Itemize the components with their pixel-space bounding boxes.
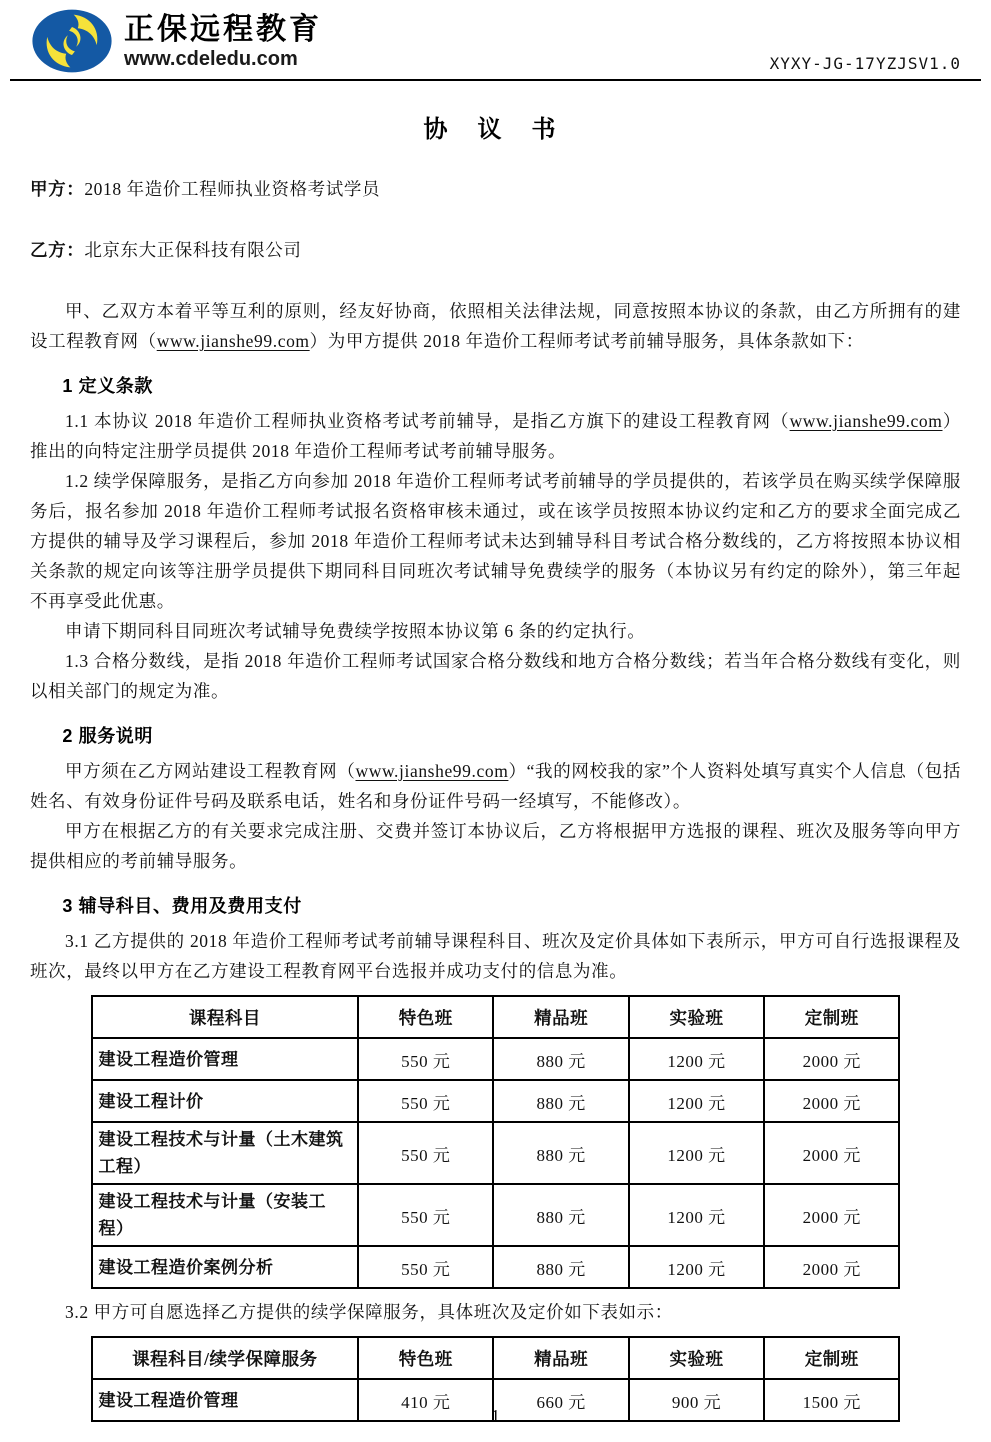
brand-block: [30, 8, 322, 74]
table-row: [92, 1038, 900, 1080]
header-experimental-class: 实验班: [629, 1337, 764, 1379]
table-row: [92, 1122, 900, 1184]
subject-cell: 建设工程造价管理: [92, 1038, 359, 1080]
subject-cell: 建设工程造价案例分析: [92, 1246, 359, 1288]
logo-circle: [32, 10, 111, 73]
clause-3-1: 3.1 乙方提供的 2018 年造价工程师考试考前辅导课程科目、班次及定价具体如下表所示，甲方可自行选报课程及班次，最终以甲方在乙方建设工程教育网平台选报并成功支付的信息为准。: [30, 931, 961, 981]
header-custom-class: 定制班: [764, 996, 899, 1038]
header-premium-class: 精品班: [493, 1337, 628, 1379]
price-cell: 660 元: [493, 1379, 628, 1421]
price-cell: 1200 元: [629, 1184, 764, 1246]
party-yifang-label: 乙方：: [30, 240, 85, 260]
price-cell: 880 元: [493, 1080, 628, 1122]
jianshe99-link[interactable]: www.jianshe99.com: [355, 761, 509, 781]
header-custom-class: 定制班: [764, 1337, 899, 1379]
renewal-table-header-row: [92, 1337, 900, 1379]
table-row: [92, 1246, 900, 1288]
intro-text-pre: 甲、乙双方本着平等互利的原则，经友好协商，依照相关法律法规，同意按照本协议的条款，由乙方所拥有的建设工程教育网（: [30, 301, 961, 351]
price-cell: 550 元: [358, 1246, 493, 1288]
party-yifang-text: 北京东大正保科技有限公司: [84, 240, 302, 260]
clause-1-3: 1.3 合格分数线，是指 2018 年造价工程师考试国家合格分数线和地方合格分数线；若当年合格分数线有变化，则以相关部门的规定为准。: [30, 651, 961, 701]
header-rule: [10, 79, 981, 81]
party-jiafang: [30, 174, 961, 204]
intro-text-post: ）为甲方提供 2018 年造价工程师考试考前辅导服务，具体条款如下：: [309, 331, 864, 351]
price-cell: 900 元: [629, 1379, 764, 1421]
price-cell: 1200 元: [629, 1080, 764, 1122]
party-jiafang-text: 2018 年造价工程师执业资格考试学员: [84, 179, 381, 199]
service-paragraph-1: [30, 756, 961, 816]
price-cell: 550 元: [358, 1080, 493, 1122]
header-course-subject: 课程科目: [92, 996, 359, 1038]
header-feature-class: 特色班: [358, 996, 493, 1038]
price-cell: 1200 元: [629, 1122, 764, 1184]
pricing-table: [91, 995, 901, 1289]
price-cell: 2000 元: [764, 1080, 899, 1122]
clause-1-1: [30, 406, 961, 466]
doc-code: XYXY-JG-17YZJSV1.0: [769, 54, 961, 73]
jianshe99-link[interactable]: www.jianshe99.com: [789, 411, 943, 431]
header-premium-class: 精品班: [493, 996, 628, 1038]
price-cell: 1200 元: [629, 1038, 764, 1080]
clause-1-2: 1.2 续学保障服务，是指乙方向参加 2018 年造价工程师考试考前辅导的学员提供的，若该学员在购买续学保障服务后，报名参加 2018 年造价工程师考试报名资格审核未通过，或在该学员按照本协议约定和乙方的要求全面完成乙方提供的辅导及学习课程后，参加 2018 年造价工程师考试未达到辅导科目考试合格分数线的，乙方将按照本协议相关条款的规定向该等注册学员提供下期同科目同班次考试辅导免费续学的服务（本协议另有约定的除外），第三年起不再享受此优惠。: [30, 471, 961, 611]
clause-3-2: 3.2 甲方可自愿选择乙方提供的续学保障服务，具体班次及定价如下表如示：: [65, 1302, 673, 1322]
clause-1-2-note: 申请下期同科目同班次考试辅导免费续学按照本协议第 6 条的约定执行。: [65, 621, 646, 641]
party-jiafang-label: 甲方：: [30, 179, 85, 199]
price-cell: 880 元: [493, 1184, 628, 1246]
pricing-table-header-row: [92, 996, 900, 1038]
table-row: [92, 1184, 900, 1246]
price-cell: 880 元: [493, 1246, 628, 1288]
service-paragraph-1-post: ）“我的网校我的家”个人资料处填写真实个人信息（包括姓名、有效身份证件号码及联系电话，姓名和身份证件号码一经填写，不能修改）。: [30, 761, 961, 811]
price-cell: 880 元: [493, 1038, 628, 1080]
section-3-heading: 3 辅导科目、费用及费用支付: [62, 896, 302, 916]
service-paragraph-1-pre: 甲方须在乙方网站建设工程教育网（: [65, 761, 356, 781]
price-cell: 2000 元: [764, 1246, 899, 1288]
price-cell: 550 元: [358, 1122, 493, 1184]
jianshe99-link[interactable]: www.jianshe99.com: [156, 331, 310, 351]
price-cell: 2000 元: [764, 1122, 899, 1184]
service-paragraph-2: 甲方在根据乙方的有关要求完成注册、交费并签订本协议后，乙方将根据甲方选报的课程、班次及服务等向甲方提供相应的考前辅导服务。: [30, 821, 961, 871]
price-cell: 880 元: [493, 1122, 628, 1184]
price-cell: 550 元: [358, 1038, 493, 1080]
section-1-heading: 1 定义条款: [62, 376, 154, 396]
party-yifang: [30, 235, 961, 265]
price-cell: 410 元: [358, 1379, 493, 1421]
price-cell: 2000 元: [764, 1038, 899, 1080]
price-cell: 550 元: [358, 1184, 493, 1246]
intro-paragraph: [30, 296, 961, 356]
clause-1-1-post: ）推出的向特定注册学员提供 2018 年造价工程师考试考前辅导服务。: [30, 411, 961, 461]
page-header: [30, 8, 961, 74]
clause-1-1-pre: 1.1 本协议 2018 年造价工程师执业资格考试考前辅导，是指乙方旗下的建设工程教育网（: [65, 411, 790, 431]
brand-text: [124, 13, 322, 70]
table-row: [92, 1080, 900, 1122]
doc-title: 协 议 书: [423, 117, 568, 143]
cdel-swirl-logo-icon: [30, 8, 114, 74]
subject-cell: 建设工程计价: [92, 1080, 359, 1122]
page-number: 1: [491, 1406, 500, 1425]
price-cell: 2000 元: [764, 1184, 899, 1246]
subject-cell: 建设工程造价管理: [92, 1379, 359, 1421]
subject-cell: 建设工程技术与计量（安装工程）: [92, 1184, 359, 1246]
header-course-renewal-service: 课程科目/续学保障服务: [92, 1337, 359, 1379]
brand-name: 正保远程教育: [124, 12, 322, 46]
section-2-heading: 2 服务说明: [62, 726, 154, 746]
price-cell: 1200 元: [629, 1246, 764, 1288]
price-cell: 1500 元: [764, 1379, 899, 1421]
subject-cell: 建设工程技术与计量（土木建筑工程）: [92, 1122, 359, 1184]
header-feature-class: 特色班: [358, 1337, 493, 1379]
brand-site: www.cdeledu.com: [124, 47, 298, 70]
header-experimental-class: 实验班: [629, 996, 764, 1038]
